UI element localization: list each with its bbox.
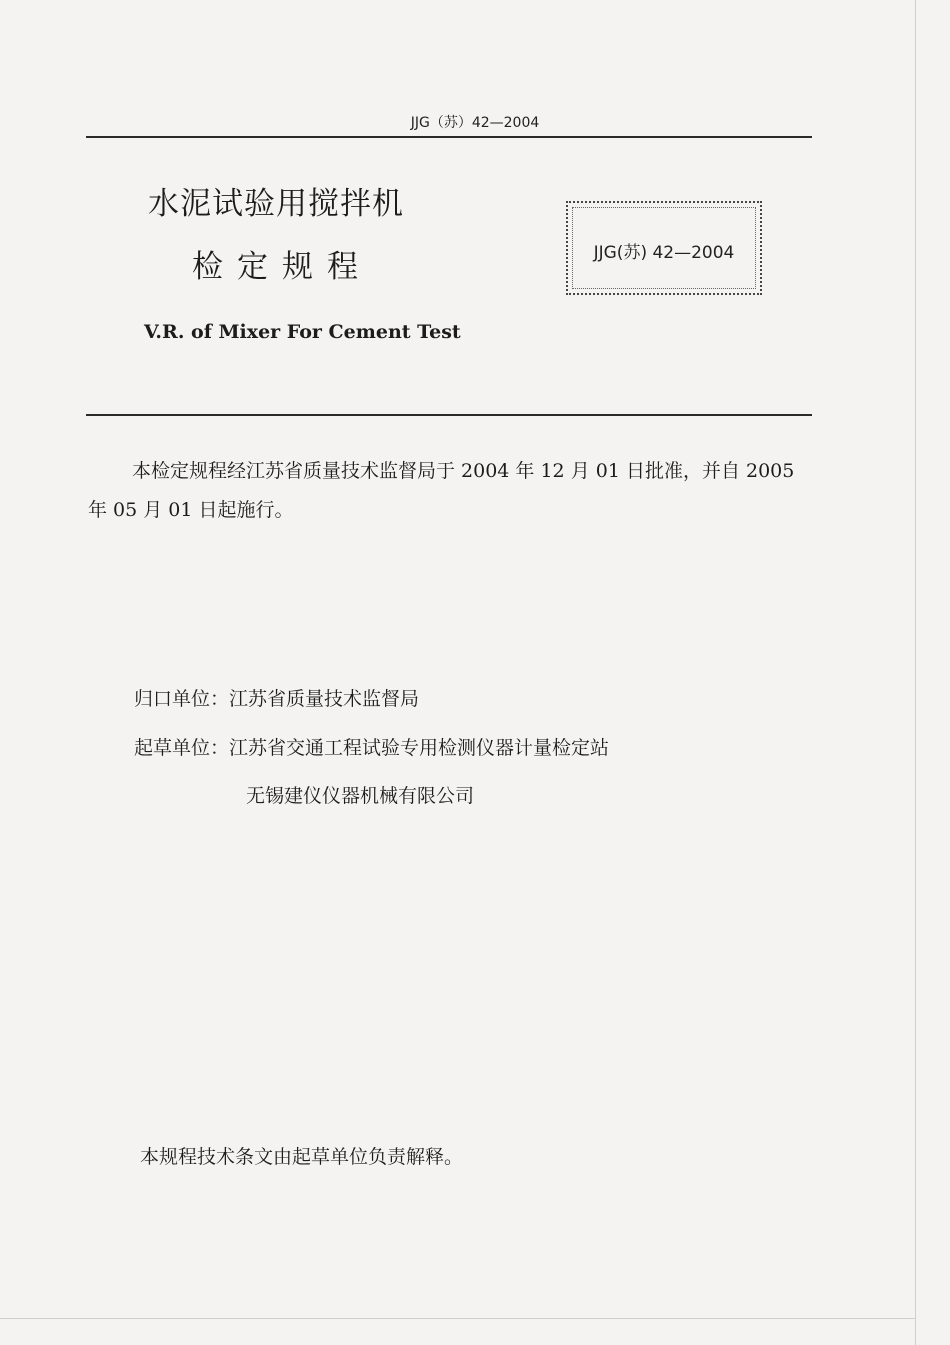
standard-code-stamp	[566, 201, 762, 295]
stamp-code: JJG(苏) 42—2004	[593, 243, 735, 263]
responsible-unit: 归口单位：江苏省质量技术监督局	[134, 688, 420, 710]
scan-edge	[915, 0, 916, 1345]
document-subtitle: 检定规程	[192, 249, 372, 285]
scan-edge-bottom	[0, 1318, 915, 1319]
drafting-unit: 起草单位：江苏省交通工程试验专用检测仪器计量检定站	[134, 737, 610, 759]
drafting-unit-second: 无锡建仪仪器机械有限公司	[246, 785, 475, 807]
header-rule	[86, 136, 812, 138]
approval-paragraph: 本检定规程经江苏省质量技术监督局于 2004 年 12 月 01 日批准，并自 2005 年 05 月 01 日起施行。	[88, 460, 795, 521]
interpretation-note: 本规程技术条文由起草单位负责解释。	[140, 1146, 464, 1168]
document-title-english: V.R. of Mixer For Cement Test	[144, 321, 461, 343]
section-rule	[86, 414, 812, 416]
header-standard-code: JJG（苏）42—2004	[410, 115, 540, 131]
document-title: 水泥试验用搅拌机	[148, 186, 404, 222]
